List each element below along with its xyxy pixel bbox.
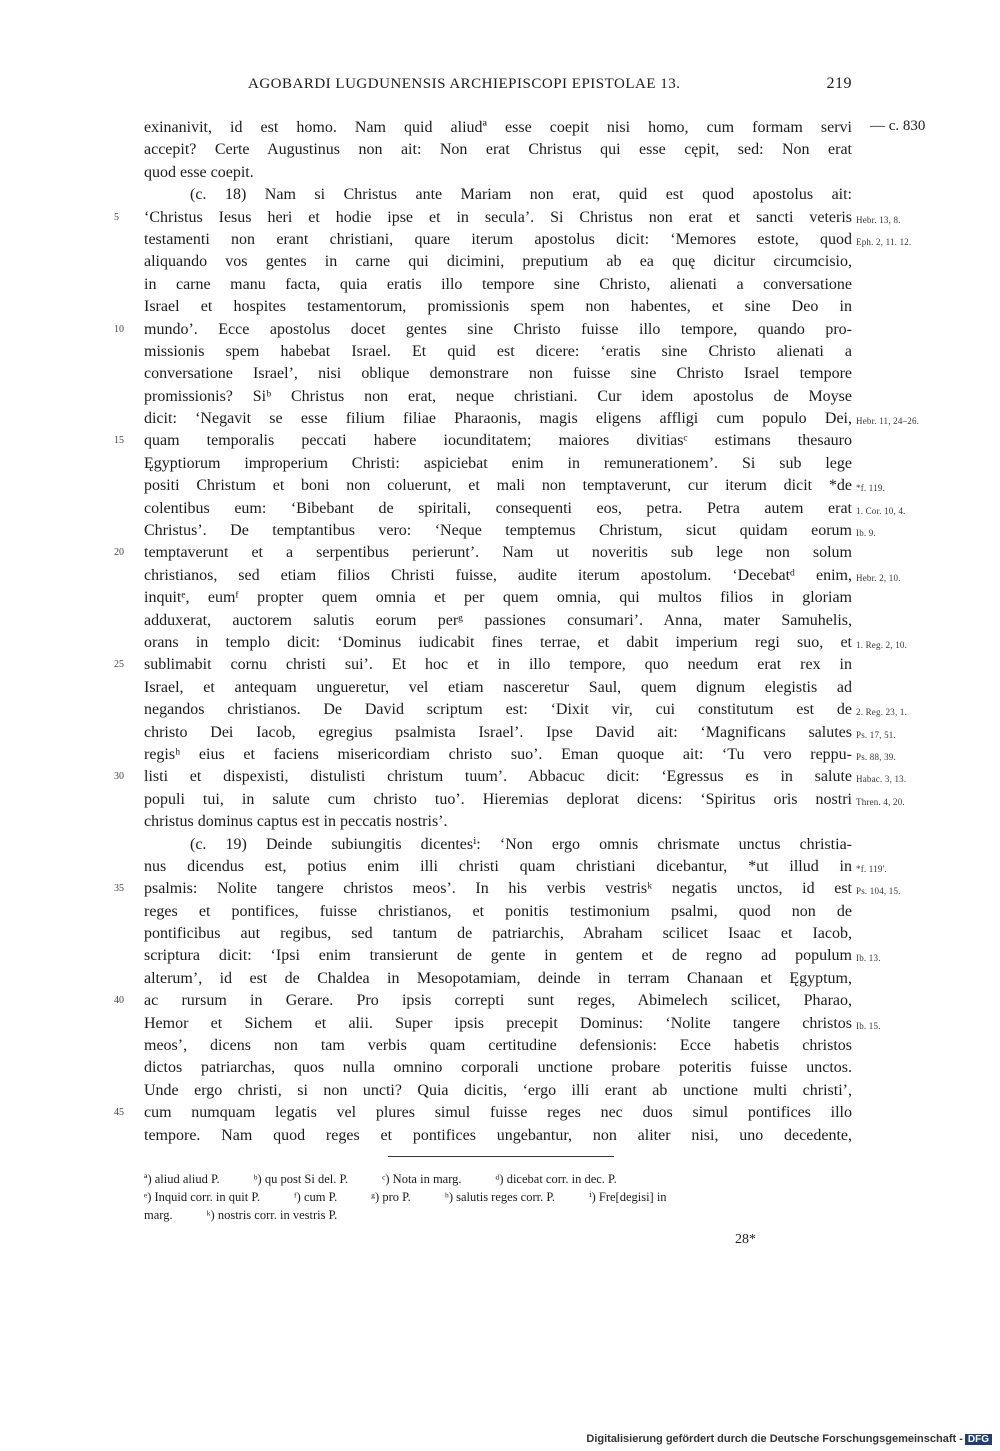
line-number: 15 xyxy=(114,435,124,447)
line-text: sublimabit cornu christi sui’. Et hoc et in illo tempore, quo needum erat rex in xyxy=(144,656,852,674)
text-line xyxy=(144,565,901,587)
line-text: tempore. Nam quod reges et pontifices ungebantur, non aliter nisi, uno decedente, xyxy=(144,1126,852,1144)
text-line xyxy=(144,811,852,833)
margin-reference: 1. Reg. 2, 10. xyxy=(856,639,908,650)
text-line xyxy=(114,1102,852,1124)
line-text: positi Christum et boni non coluerunt, et mali non temptaverunt, cur iterum dicit *de xyxy=(144,477,852,495)
margin-reference: Habac. 3, 13. xyxy=(856,774,907,785)
text-line xyxy=(144,117,852,139)
text-line xyxy=(144,341,852,363)
text-line xyxy=(114,319,852,341)
text-line xyxy=(144,1035,852,1057)
margin-reference: Thren. 4, 20. xyxy=(856,796,905,807)
text-line xyxy=(144,296,852,318)
line-number: 10 xyxy=(114,323,124,335)
footnote-line xyxy=(144,1206,852,1224)
text-line xyxy=(114,207,901,229)
footnote: ª) aliud aliud P. xyxy=(144,1172,220,1186)
footer-text: Digitalisierung gefördert durch die Deutsche Forschungsgemeinschaft - xyxy=(586,1433,963,1445)
line-text: testamenti non erant christiani, quare iterum apostolus dicit: ‘Memores estote, quod xyxy=(144,230,852,248)
text-line xyxy=(144,229,912,251)
footnote: ᵍ) pro P. xyxy=(371,1190,411,1204)
dfg-footer xyxy=(586,1433,992,1445)
line-text: conversatione Israel’, nisi oblique demonstrare non fuisse sine Christo Israel tempore xyxy=(144,365,852,383)
footnote: marg. xyxy=(144,1208,173,1222)
line-text: reges et pontifices, fuisse christianos, et ponitis testimonium psalmi, quod non de xyxy=(144,902,852,920)
line-text: meos’, dicens non tam verbis quam certitudine defensionis: Ecce habetis christos xyxy=(144,1037,852,1055)
footnote: ⁱ) Fre[degisi] in xyxy=(589,1190,667,1204)
line-text: orans in templo dicit: ‘Dominus iudicabit fines terrae, et dabit imperium regi suo, et xyxy=(144,633,852,651)
footnote-rule xyxy=(388,1156,614,1157)
footnote: ᶠ) cum P. xyxy=(294,1190,338,1204)
text-line xyxy=(114,990,852,1012)
footnote: ᵉ) Inquid corr. in quit P. xyxy=(144,1190,261,1204)
line-text: in carne manu facta, quia eratis illo tempore sine Christo, alienati a conversatione xyxy=(144,275,852,293)
line-text: aliquando vos gentes in carne qui dicimini, preputium ab ea quę dicitur circumcisio, xyxy=(144,253,852,271)
line-text: inquitᵉ, eumᶠ propter quem omnia et per quem omnia, qui multos filios in gloriam xyxy=(144,589,852,607)
line-text: cum numquam legatis vel plures simul fuisse reges nec duos simul pontifices illo xyxy=(144,1104,852,1122)
line-number: 35 xyxy=(114,883,124,895)
text-line xyxy=(144,699,908,721)
text-line xyxy=(144,945,881,967)
text-line xyxy=(144,901,852,923)
margin-reference: 2. Reg. 23, 1. xyxy=(856,707,908,718)
text-line xyxy=(144,386,852,408)
text-line xyxy=(144,498,906,520)
line-number: 5 xyxy=(114,211,119,223)
text-line xyxy=(144,520,876,542)
margin-reference: Eph. 2, 11. 12. xyxy=(856,236,912,247)
margin-reference: Ib. 15. xyxy=(856,1020,881,1031)
text-line xyxy=(144,968,852,990)
running-title: AGOBARDI LUGDUNENSIS ARCHIEPISCOPI EPISTOLAE 13. xyxy=(248,76,681,92)
line-text: scriptura dicit: ‘Ipsi enim transierunt de gente in gentem et de regno ad populum xyxy=(144,947,852,965)
footnote: ᵇ) qu post Si del. P. xyxy=(253,1172,349,1186)
footnotes xyxy=(144,1170,852,1224)
line-text: negandos christianos. De David scriptum est: ‘Dixit vir, cui constitutum est de xyxy=(144,701,852,719)
line-text: nus dicendus est, potius enim illi christi quam christiani dicebantur, *ut illud in xyxy=(144,857,852,875)
line-text: Hemor et Sichem et alii. Super ipsis precepit Dominus: ‘Nolite tangere christos xyxy=(144,1014,852,1032)
footnote: ᵏ) nostris corr. in vestris P. xyxy=(206,1208,338,1222)
text-line xyxy=(144,184,852,206)
line-text: Ęgyptiorum improperium Christi: aspiciebat enim in remunerationem’. Si sub lege xyxy=(144,454,852,472)
line-text: pontificibus aut regibus, sed tantum de patriarchis, Abraham scilicet Isaac et Iacob, xyxy=(144,925,852,943)
line-number: 30 xyxy=(114,771,124,783)
margin-reference: Hebr. 13, 8. xyxy=(856,214,901,225)
text-line xyxy=(144,587,852,609)
line-text: dicit: ‘Negavit se esse filium filiae Pharaonis, magis eligens affligi cum populo Dei, xyxy=(144,410,852,428)
line-text: quam temporalis peccati habere iocunditatem; maiores divitiasᶜ estimans thesauro xyxy=(144,432,852,450)
line-text: ‘Christus Iesus heri et hodie ipse et in secula’. Si Christus non erat et sancti veteris xyxy=(144,208,852,226)
line-text: alterum’, id est de Chaldea in Mesopotamiam, deinde in terram Chanaan et Ęgyptum, xyxy=(144,969,852,987)
margin-reference: Ps. 17, 51. xyxy=(856,729,896,740)
text-line xyxy=(144,722,896,744)
text-line xyxy=(144,789,905,811)
text-line xyxy=(114,878,901,900)
line-text: accepit? Certe Augustinus non ait: Non erat Christus qui esse cępit, sed: Non erat xyxy=(144,141,852,159)
footnote-line xyxy=(144,1188,852,1206)
text-line xyxy=(144,363,852,385)
text-line xyxy=(114,430,852,452)
text-line xyxy=(144,1013,881,1035)
line-text: temptaverunt et a serpentibus perierunt’. Nam ut noveritis sub lege non solum xyxy=(144,544,852,562)
text-line xyxy=(114,766,907,788)
margin-reference: *f. 119. xyxy=(856,483,886,494)
margin-reference: Ib. 9. xyxy=(856,528,876,539)
text-line xyxy=(144,1125,852,1147)
text-line xyxy=(144,923,852,945)
text-line xyxy=(144,632,908,654)
line-text: promissionis? Siᵇ Christus non erat, neque christiani. Cur idem apostolus de Moyse xyxy=(144,387,852,405)
footnote: ᵈ) dicebat corr. in dec. P. xyxy=(495,1172,617,1186)
text-line xyxy=(144,744,896,766)
text-line xyxy=(144,453,852,475)
line-text: Israel, et antequam ungueretur, vel etiam nasceretur Saul, quem dignum elegistis ad xyxy=(144,678,852,696)
line-text: exinanivit, id est homo. Nam quid aliudª esse coepit nisi homo, cum formam servi xyxy=(144,119,852,136)
text-line xyxy=(144,834,852,856)
text-line xyxy=(144,1080,852,1102)
line-number: 20 xyxy=(114,547,124,559)
footnote: ʰ) salutis reges corr. P. xyxy=(444,1190,556,1204)
text-line xyxy=(144,251,852,273)
text-line xyxy=(144,610,852,632)
text-line xyxy=(144,408,920,430)
line-text: missionis spem habebat Israel. Et quid est dicere: ‘eratis sine Christo alienati a xyxy=(144,342,852,360)
line-text: christo Dei Iacob, egregius psalmista Israel’. Ipse David ait: ‘Magnificans salutes xyxy=(144,723,852,741)
margin-reference: Ps. 104, 15. xyxy=(856,886,901,897)
line-text: Christus’. De temptantibus vero: ‘Neque temptemus Christum, sicut quidam eorum xyxy=(144,522,852,540)
line-number: 25 xyxy=(114,659,124,671)
margin-reference: *f. 119'. xyxy=(856,863,887,874)
footnote-line xyxy=(144,1170,852,1188)
page-number: 219 xyxy=(826,75,852,92)
text-line xyxy=(144,162,852,184)
text-line xyxy=(144,475,886,497)
line-text: quod esse coepit. xyxy=(144,163,254,181)
line-number: 45 xyxy=(114,1107,124,1119)
line-text: colentibus eum: ‘Bibebant de spiritali, consequenti eos, petra. Petra autem erat xyxy=(144,499,852,517)
line-text: ac rursum in Gerare. Pro ipsis correpti sunt reges, Abimelech scilicet, Pharao, xyxy=(144,992,852,1010)
line-text: psalmis: Nolite tangere christos meos’. In his verbis vestrisᵏ negatis unctos, id est xyxy=(144,880,852,898)
margin-reference: Hebr. 11, 24–26. xyxy=(856,416,920,427)
text-line xyxy=(144,856,887,878)
line-text: Unde ergo christi, si non uncti? Quia dicitis, ‘ergo illi erant ab unctione multi christi’, xyxy=(144,1081,852,1099)
line-text: (c. 18) Nam si Christus ante Mariam non erat, quid est quod apostolus ait: xyxy=(190,186,852,204)
margin-reference: 1. Cor. 10, 4. xyxy=(856,505,906,516)
text-line xyxy=(144,139,852,161)
line-text: christus dominus captus est in peccatis nostris’. xyxy=(144,813,448,831)
line-text: listi et dispexisti, distulisti christum tuum’. Abbacuc dicit: ‘Egressus es in salute xyxy=(144,768,852,786)
text-line xyxy=(144,677,852,699)
text-line xyxy=(114,542,852,564)
line-text: regisʰ eius et faciens misericordiam christo suo’. Eman quoque ait: ‘Tu vero reppu- xyxy=(144,745,852,763)
margin-reference: Hebr. 2, 10. xyxy=(856,572,901,583)
line-text: populi tui, in salute cum christo tuo’. Hieremias deplorat dicens: ‘Spiritus oris nostri xyxy=(144,790,852,808)
text-line xyxy=(114,654,852,676)
line-text: mundo’. Ecce apostolus docet gentes sine Christo fuisse illo tempore, quando pro- xyxy=(144,320,852,338)
text-line xyxy=(144,274,852,296)
line-number: 40 xyxy=(114,995,124,1007)
signature-mark: 28* xyxy=(735,1232,756,1247)
margin-reference: Ib. 13. xyxy=(856,953,881,964)
margin-reference: Ps. 88, 39. xyxy=(856,751,896,762)
line-text: (c. 19) Deinde subiungitis dicentesⁱ: ‘Non ergo omnis chrismate unctus christia- xyxy=(190,835,852,853)
dfg-logo: DFG xyxy=(965,1434,992,1445)
line-text: adduxerat, auctorem salutis eorum perᵍ passiones consumari’. Anna, mater Samuhelis, xyxy=(144,611,852,629)
line-text: christianos, sed etiam filios Christi fuisse, audite iterum apostolum. ‘Decebatᵈ enim, xyxy=(144,566,852,584)
text-line xyxy=(144,1057,852,1079)
line-text: dictos patriarchas, quos nulla omnino corporali unctione probare poteritis fuisse unctos. xyxy=(144,1059,852,1077)
date-margin-note: — c. 830 xyxy=(870,118,926,134)
footnote: ᶜ) Nota in marg. xyxy=(382,1172,462,1186)
line-text: Israel et hospites testamentorum, promissionis spem non habentes, et sine Deo in xyxy=(144,298,852,316)
